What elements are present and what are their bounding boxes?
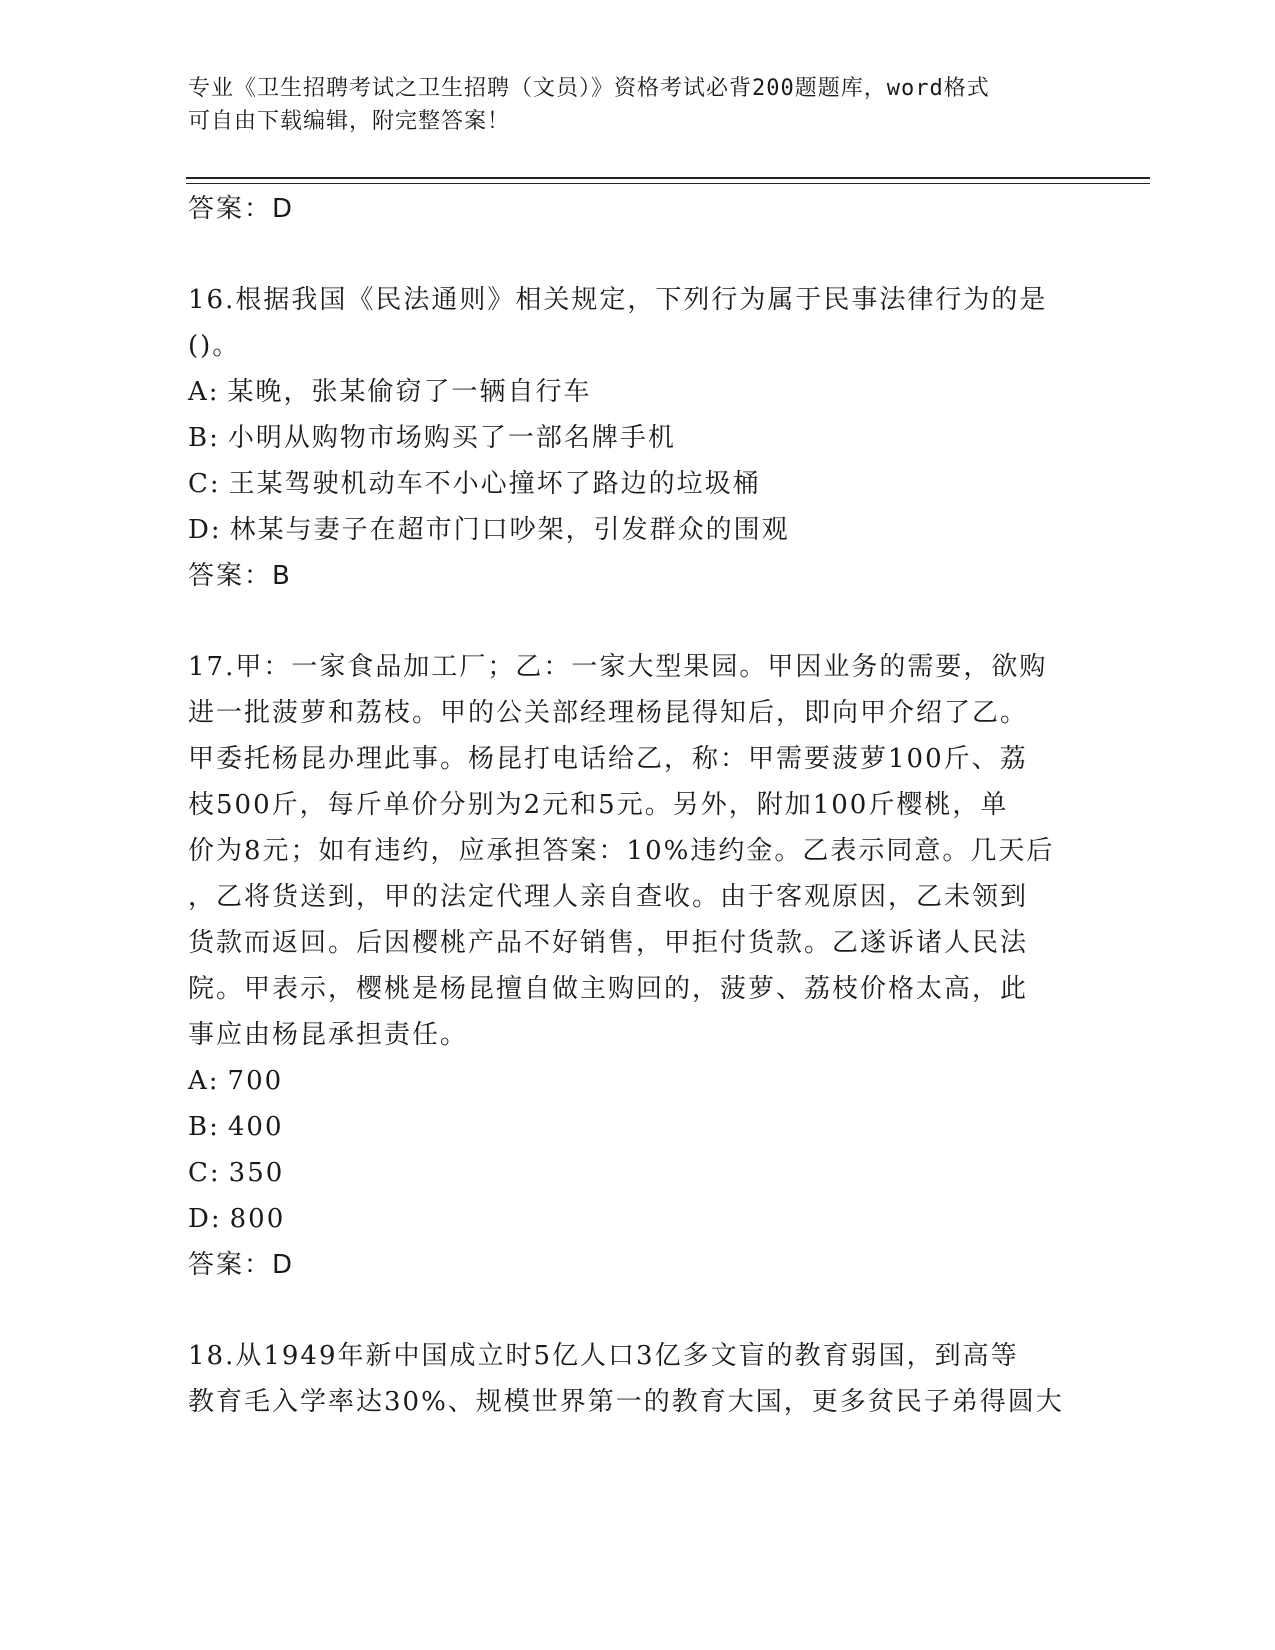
option-text: 800 [229, 1204, 286, 1234]
question-16-line-1: 16.根据我国《民法通则》相关规定，下列行为属于民事法律行为的是 [188, 285, 1048, 315]
option-d [188, 1196, 1088, 1242]
question-17-line: 院。甲表示，樱桃是杨昆擅自做主购回的，菠萝、荔枝价格太高，此 [188, 974, 1029, 1004]
header-divider [186, 177, 1150, 184]
option-label: C: [188, 469, 221, 499]
option-label: A: [188, 1066, 220, 1096]
option-text: 小明从购物市场购买了一部名牌手机 [227, 423, 676, 453]
option-text: 王某驾驶机动车不小心撞坏了路边的垃圾桶 [228, 469, 761, 499]
question-17-line: ，乙将货送到，甲的法定代理人亲自查收。由于客观原因，乙未领到 [188, 882, 1029, 912]
question-17-line: 价为8元；如有违约，应承担答案：10%违约金。乙表示同意。几天后 [188, 836, 1055, 866]
question-16 [188, 277, 1088, 599]
spacer [188, 599, 1088, 644]
header-line-2: 可自由下载编辑，附完整答案！ [188, 109, 511, 134]
document-body [188, 186, 1088, 1425]
question-17-line: 枝500斤，每斤单价分别为2元和5元。另外，附加100斤樱桃，单 [188, 790, 1009, 820]
answer-15: 答案：D [188, 194, 295, 224]
question-16-line-2: ()。 [188, 331, 241, 361]
spacer [188, 1288, 1088, 1333]
option-a [188, 369, 1088, 415]
option-a [188, 1058, 1088, 1104]
option-b [188, 415, 1088, 461]
option-d [188, 507, 1088, 553]
question-18 [188, 1333, 1088, 1425]
option-text: 林某与妻子在超市门口吵架，引发群众的围观 [229, 515, 790, 545]
option-b [188, 1104, 1088, 1150]
option-text: 400 [227, 1112, 284, 1142]
option-label: D: [188, 515, 222, 545]
option-label: B: [188, 423, 220, 453]
option-label: D: [188, 1204, 222, 1234]
answer-17: 答案：D [188, 1250, 295, 1280]
question-18-line: 18.从1949年新中国成立时5亿人口3亿多文盲的教育弱国，到高等 [188, 1341, 1019, 1371]
question-17-line: 进一批菠萝和荔枝。甲的公关部经理杨昆得知后，即向甲介绍了乙。 [188, 698, 1029, 728]
question-17-line: 货款而返回。后因樱桃产品不好销售，甲拒付货款。乙遂诉诸人民法 [188, 928, 1029, 958]
question-17-line: 甲委托杨昆办理此事。杨昆打电话给乙，称：甲需要菠萝100斤、荔 [188, 744, 1028, 774]
document-header [188, 72, 1088, 138]
question-17 [188, 644, 1088, 1288]
option-label: A: [188, 377, 220, 407]
option-text: 350 [228, 1158, 285, 1188]
option-label: C: [188, 1158, 221, 1188]
question-18-line: 教育毛入学率达30%、规模世界第一的教育大国，更多贫民子弟得圆大 [188, 1387, 1064, 1417]
question-17-line: 17.甲：一家食品加工厂；乙：一家大型果园。甲因业务的需要，欲购 [188, 652, 1048, 682]
spacer [188, 232, 1088, 277]
question-17-line: 事应由杨昆承担责任。 [188, 1020, 469, 1050]
option-label: B: [188, 1112, 220, 1142]
option-c [188, 461, 1088, 507]
option-text: 某晚，张某偷窃了一辆自行车 [227, 377, 592, 407]
option-text: 700 [227, 1066, 284, 1096]
option-c [188, 1150, 1088, 1196]
answer-16: 答案：B [188, 561, 292, 591]
header-line-1: 专业《卫生招聘考试之卫生招聘（文员）》资格考试必背200题题库，word格式 [188, 76, 990, 101]
